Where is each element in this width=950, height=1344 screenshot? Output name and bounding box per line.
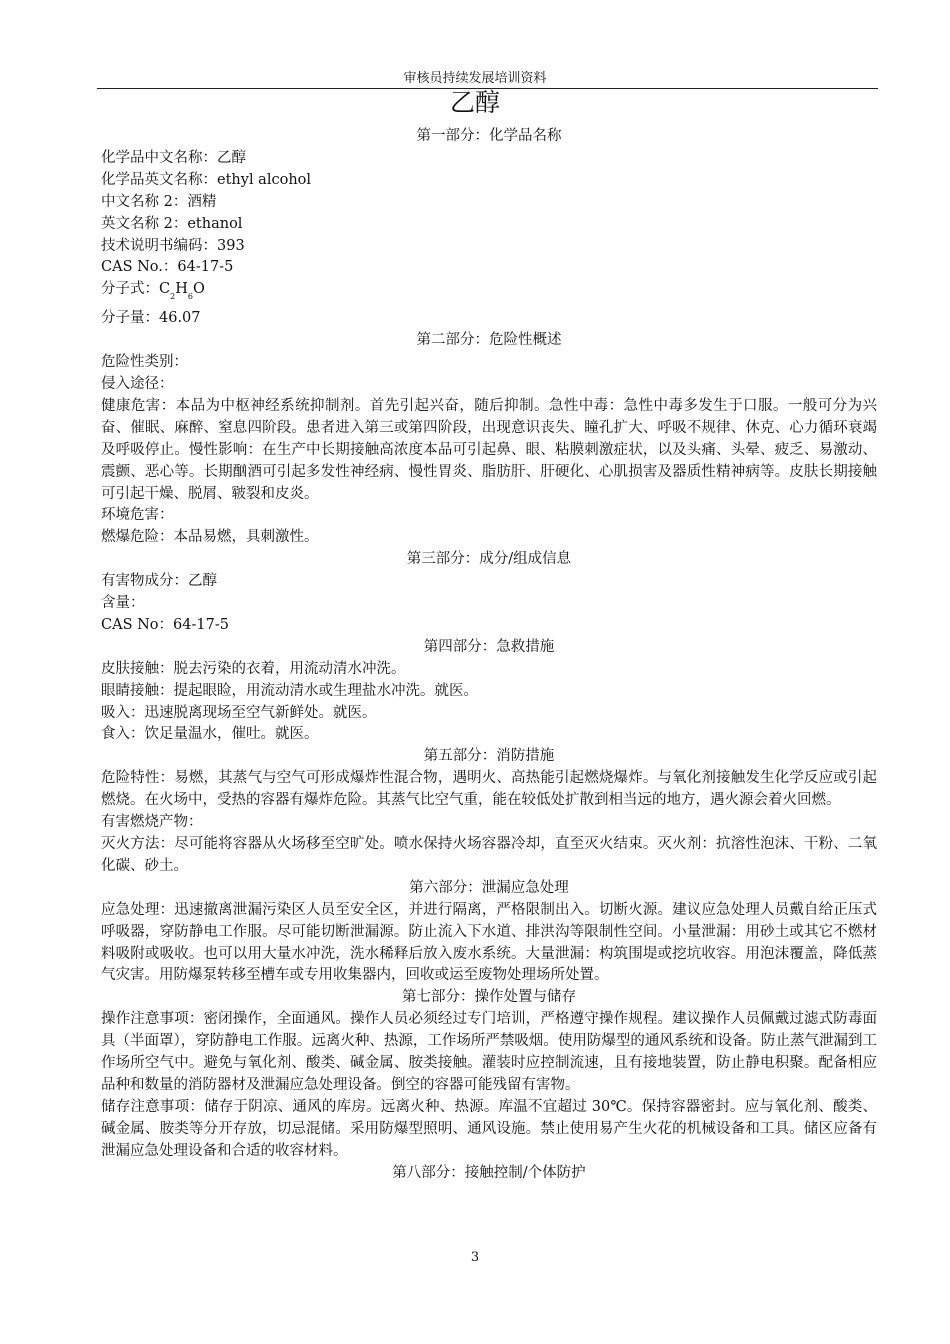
section-heading: 第一部分：化学品名称 xyxy=(416,128,562,144)
cas-number-line: CAS No：64-17-5 xyxy=(101,616,229,633)
section-heading: 第四部分：急救措施 xyxy=(423,638,555,655)
section-heading: 第二部分：危险性概述 xyxy=(416,332,562,349)
formula-label: 分子式： xyxy=(101,281,159,298)
health-hazard-paragraph: 健康危害：本品为中枢神经系统抑制剂。首先引起兴奋，随后抑制。急性中毒：急性中毒多发生于口服。一般可分为兴奋、催眠、麻醉、窒息四阶段。患者进入第三或第四阶段，出现意识丧失、瞳孔扩大、呼吸不规律、休克、心力循环衰竭及呼吸停止。慢性影响：在生产中长期接触高浓度本品可引起鼻、眼、粘膜刺激症状，以及头痛、头晕、疲乏、易激动、震颤、恶心等。长期酗酒可引起多发性神经病、慢性胃炎、脂肪肝、肝硬化、心肌损害及器质性精神病等。皮肤长期接触可引起干燥、脱屑、皲裂和皮炎。 xyxy=(101,397,877,502)
spec-code-line: 技术说明书编码：393 xyxy=(101,237,245,254)
chinese-name-line: 化学品中文名称：乙醇 xyxy=(101,149,246,166)
spill-response-paragraph: 应急处理：迅速撤离泄漏污染区人员至安全区，并进行隔离，严格限制出入。切断火源。建议应急处理人员戴自给正压式呼吸器，穿防静电工作服。尽可能切断泄漏源。防止流入下水道、排洪沟等限制性空间。小量泄漏：用砂土或其它不燃材料吸附或吸收。也可以用大量水冲洗，洗水稀释后放入废水系统。大量泄漏：构筑围堤或挖坑收容。用泡沫覆盖，降低蒸气灾害。用防爆泵转移至槽车或专用收集器内，回收或运至废物处理场所处置。 xyxy=(101,901,877,984)
english-name-2-line: 英文名称 2：ethanol xyxy=(101,215,243,232)
formula-element: H xyxy=(175,281,188,298)
page-number: 3 xyxy=(470,1250,480,1265)
exposure-route-line: 侵入途径： xyxy=(101,375,174,392)
cas-number-line: CAS No.：64-17-5 xyxy=(101,259,234,276)
content-line: 含量： xyxy=(101,595,145,612)
hazard-properties-paragraph: 危险特性：易燃，其蒸气与空气可形成爆炸性混合物，遇明火、高热能引起燃烧爆炸。与氧化剂接触发生化学反应或引起燃烧。在火场中，受热的容器有爆炸危险。其蒸气比空气重，能在较低处扩散到相当远的地方，遇火源会着火回燃。 xyxy=(101,770,877,809)
environment-hazard-line: 环境危害： xyxy=(101,507,174,524)
chinese-name-2-line: 中文名称 2：酒精 xyxy=(101,193,217,210)
explosion-hazard-line: 燃爆危险：本品易燃，具刺激性。 xyxy=(101,529,319,546)
document-body xyxy=(101,126,877,1185)
formula-subscript: 2 xyxy=(170,292,176,302)
eye-contact-line: 眼睛接触：提起眼睑，用流动清水或生理盐水冲洗。就医。 xyxy=(101,682,478,699)
ingestion-line: 食入：饮足量温水，催吐。就医。 xyxy=(101,726,319,743)
formula-subscript: 6 xyxy=(187,292,193,302)
skin-contact-line: 皮肤接触：脱去污染的衣着，用流动清水冲洗。 xyxy=(101,660,406,677)
formula-element: C xyxy=(159,281,171,298)
hazardous-component-line: 有害物成分：乙醇 xyxy=(101,573,217,590)
document-title: 乙醇 xyxy=(449,88,500,117)
section-heading: 第八部分：接触控制/个体防护 xyxy=(392,1164,586,1181)
inhalation-line: 吸入：迅速脱离现场至空气新鲜处。就医。 xyxy=(101,704,377,721)
handling-precautions-paragraph: 操作注意事项：密闭操作，全面通风。操作人员必须经过专门培训，严格遵守操作规程。建议操作人员佩戴过滤式防毒面具（半面罩），穿防静电工作服。远离火种、热源，工作场所严禁吸烟。使用防爆型的通风系统和设备。防止蒸气泄漏到工作场所空气中。避免与氧化剂、酸类、碱金属、胺类接触。灌装时应控制流速，且有接地装置，防止静电积聚。配备相应品种和数量的消防器材及泄漏应急处理设备。倒空的容器可能残留有害物。 xyxy=(101,1011,877,1093)
section-heading: 第三部分：成分/组成信息 xyxy=(406,551,572,568)
page-header: 审核员持续发展培训资料 xyxy=(403,71,547,86)
extinguishing-method-paragraph: 灭火方法：尽可能将容器从火场移至空旷处。喷水保持火场容器冷却，直至灭火结束。灭火剂：抗溶性泡沫、干粉、二氧化碳、砂土。 xyxy=(101,836,877,874)
hazard-category-line: 危险性类别： xyxy=(101,354,188,371)
section-heading: 第六部分：泄漏应急处理 xyxy=(409,879,569,896)
molecular-formula-line xyxy=(101,279,877,308)
combustion-products-line: 有害燃烧产物： xyxy=(101,814,203,831)
english-name-line: 化学品英文名称：ethyl alcohol xyxy=(101,171,312,188)
section-heading: 第七部分：操作处置与储存 xyxy=(402,989,576,1006)
formula-element: O xyxy=(192,281,205,298)
section-heading: 第五部分：消防措施 xyxy=(423,748,555,765)
molecular-weight-line: 分子量：46.07 xyxy=(101,310,201,327)
storage-precautions-paragraph: 储存注意事项：储存于阴凉、通风的库房。远离火种、热源。库温不宜超过 30℃。保持容器密封。应与氧化剂、酸类、碱金属、胺类等分开存放，切忌混储。采用防爆型照明、通风设施。禁止使用易产生火花的机械设备和工具。储区应备有泄漏应急处理设备和合适的收容材料。 xyxy=(101,1098,877,1159)
